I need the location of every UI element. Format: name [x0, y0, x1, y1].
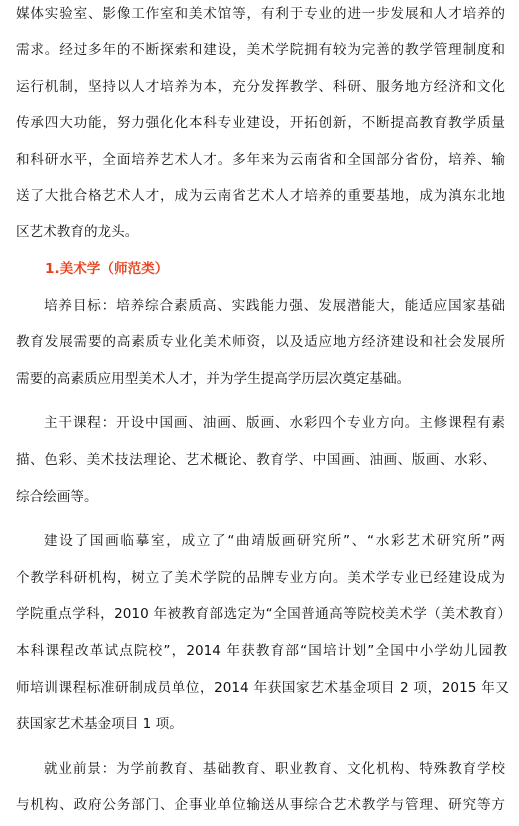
paragraph-line: 师培训课程标准研制成员单位，2014 年获国家艺术基金项目 2 项，2015 年又: [16, 680, 509, 696]
paragraph-line: 就业前景：为学前教育、基础教育、职业教育、文化机构、特殊教育学校: [44, 761, 505, 777]
paragraph-line: 区艺术教育的龙头。: [16, 224, 139, 240]
paragraph-line: 建设了国画临摹室，成立了“曲靖版画研究所”、“水彩艺术研究所”两: [44, 533, 505, 549]
paragraph-line: 与机构、政府公务部门、企事业单位输送从事综合艺术教学与管理、研究等方: [16, 797, 505, 813]
paragraph-line: 需要的高素质应用型美术人才，并为学生提高学历层次奠定基础。: [16, 371, 411, 387]
paragraph-line: 个教学科研机构，树立了美术学院的品牌专业方向。美术学专业已经建设成为: [16, 570, 505, 586]
paragraph-line: 培养目标：培养综合素质高、实践能力强、发展潜能大，能适应国家基础: [44, 298, 505, 314]
paragraph-line: 媒体实验室、影像工作室和美术馆等，有利于专业的进一步发展和人才培养的: [16, 6, 505, 22]
paragraph-line: 学院重点学科，2010 年被教育部选定为“全国普通高等院校美术学（美术教育）: [16, 606, 511, 622]
paragraph-line: 本科课程改革试点院校”，2014 年获教育部“国培计划”全国中小学幼儿园教: [16, 643, 507, 659]
section-heading: 1.美术学（师范类）: [45, 261, 169, 277]
paragraph-line: 和科研水平，全面培养艺术人才。多年来为云南省和全国部分省份，培养、输: [16, 152, 505, 168]
paragraph-line: 传承四大功能，努力强化化本科专业建设，开拓创新，不断提高教育教学质量: [16, 115, 505, 131]
paragraph-line: 获国家艺术基金项目 1 项。: [16, 716, 183, 732]
paragraph-line: 运行机制，坚持以人才培养为本，充分发挥教学、科研、服务地方经济和文化: [16, 79, 505, 95]
paragraph-line: 综合绘画等。: [16, 489, 98, 505]
paragraph-line: 描、色彩、美术技法理论、艺术概论、教育学、中国画、油画、版画、水彩、: [16, 452, 496, 468]
paragraph-line: 需求。经过多年的不断探索和建设，美术学院拥有较为完善的教学管理制度和: [16, 42, 505, 58]
paragraph-line: 教育发展需要的高素质专业化美术师资，以及适应地方经济建设和社会发展所: [16, 334, 505, 350]
paragraph-line: 送了大批合格艺术人才，成为云南省艺术人才培养的重要基地，成为滇东北地: [16, 188, 505, 204]
paragraph-line: 主干课程：开设中国画、油画、版画、水彩四个专业方向。主修课程有素: [44, 415, 505, 431]
